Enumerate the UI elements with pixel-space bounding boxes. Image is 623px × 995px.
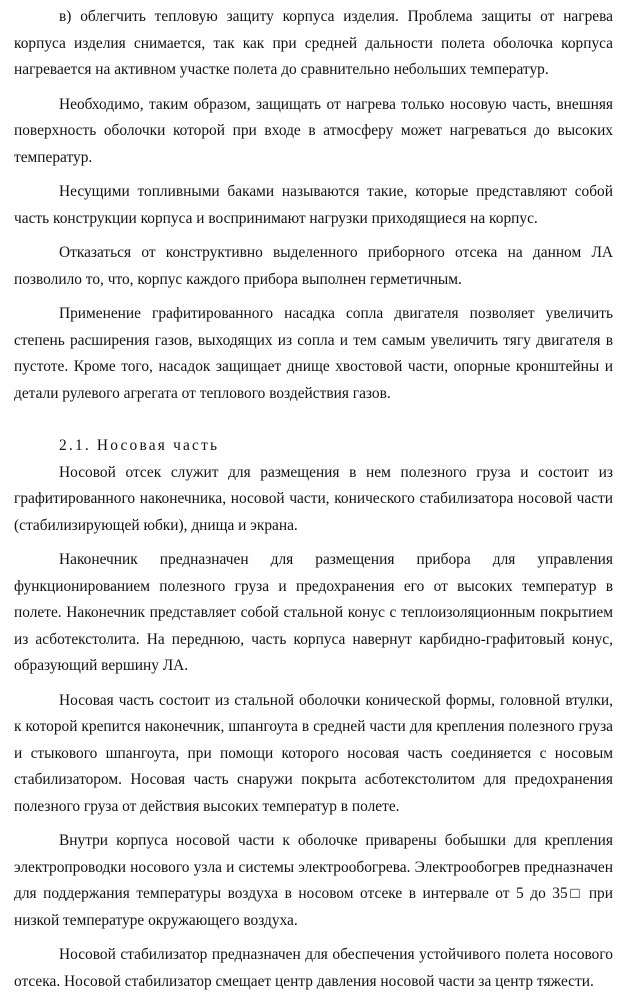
paragraph-nozzle-extension: Применение графитированного насадка сопла двигателя позволяет увеличить степень расширения газов, выходящих из сопла и тем самым увеличить тягу двигателя в пустоте. Кроме того, насадок защищает днище хвостовой части, опорные кронштейны и детали рулевого агрегата от теплового воздействия газов. [14, 305, 613, 402]
paragraph-fuel-tanks: Несущими топливными баками называются такие, которые представляют собой часть конструкции корпуса и воспринимают нагрузки приходящиеся на корпус. [14, 183, 613, 227]
paragraph-electric-heating: Внутри корпуса носовой части к оболочке приварены бобышки для крепления электропроводки носового узла и системы электрообогрева. Электрообогрев предназначен для поддержания температуры воздуха в носовом отсеке в интервале от 5 до 35□ при низкой температуре окружающего воздуха. [14, 832, 613, 929]
paragraph-nose-section: Носовая часть состоит из стальной оболочки конической формы, головной втулки, к которой крепится наконечник, шпангоута в средней части для крепления полезного груза и стыкового шпангоута, при помощи которого носовая часть соединяется с носовым стабилизатором. Носовая часть снаружи покрыта асботекстолитом для предохранения полезного груза от действия высоких температур в полете. [14, 691, 613, 815]
paragraph-nose-tip: Наконечник предназначен для размещения прибора для управления функционированием полезного груза и предохранения его от высоких температур в полете. Наконечник представляет собой стальной конус с теплоизоляционным покрытием из асботекстолита. На переднюю, часть корпуса навернут карбидно-графитовый конус, образующий вершину ЛА. [14, 551, 613, 674]
section-heading: 2.1. Носовая часть [59, 437, 220, 454]
paragraph-nose-heating: Необходимо, таким образом, защищать от нагрева только носовую часть, внешняя поверхность оболочки которой при входе в атмосферу может нагреваться до высоких температур. [14, 95, 613, 166]
paragraph-nose-stabilizer: Носовой стабилизатор предназначен для обеспечения устойчивого полета носового отсека. Носовой стабилизатор смещает центр давления носовой части за центр тяжести. [14, 946, 613, 990]
paragraph-instrument-bay: Отказаться от конструктивно выделенного приборного отсека на данном ЛА позволило то, что, корпус каждого прибора выполнен герметичным. [14, 244, 613, 288]
paragraph-nose-compartment: Носовой отсек служит для размещения в нем полезного груза и состоит из графитированного наконечника, носовой части, конического стабилизатора носовой части (стабилизирующей юбки), днища и экрана. [14, 463, 613, 534]
paragraph-thermal-protection: в) облегчить тепловую защиту корпуса изделия. Проблема защиты от нагрева корпуса изделия снимается, так как при средней дальности полета оболочка корпуса нагревается на активном участке полета до сравнительно небольших температур. [14, 8, 613, 78]
